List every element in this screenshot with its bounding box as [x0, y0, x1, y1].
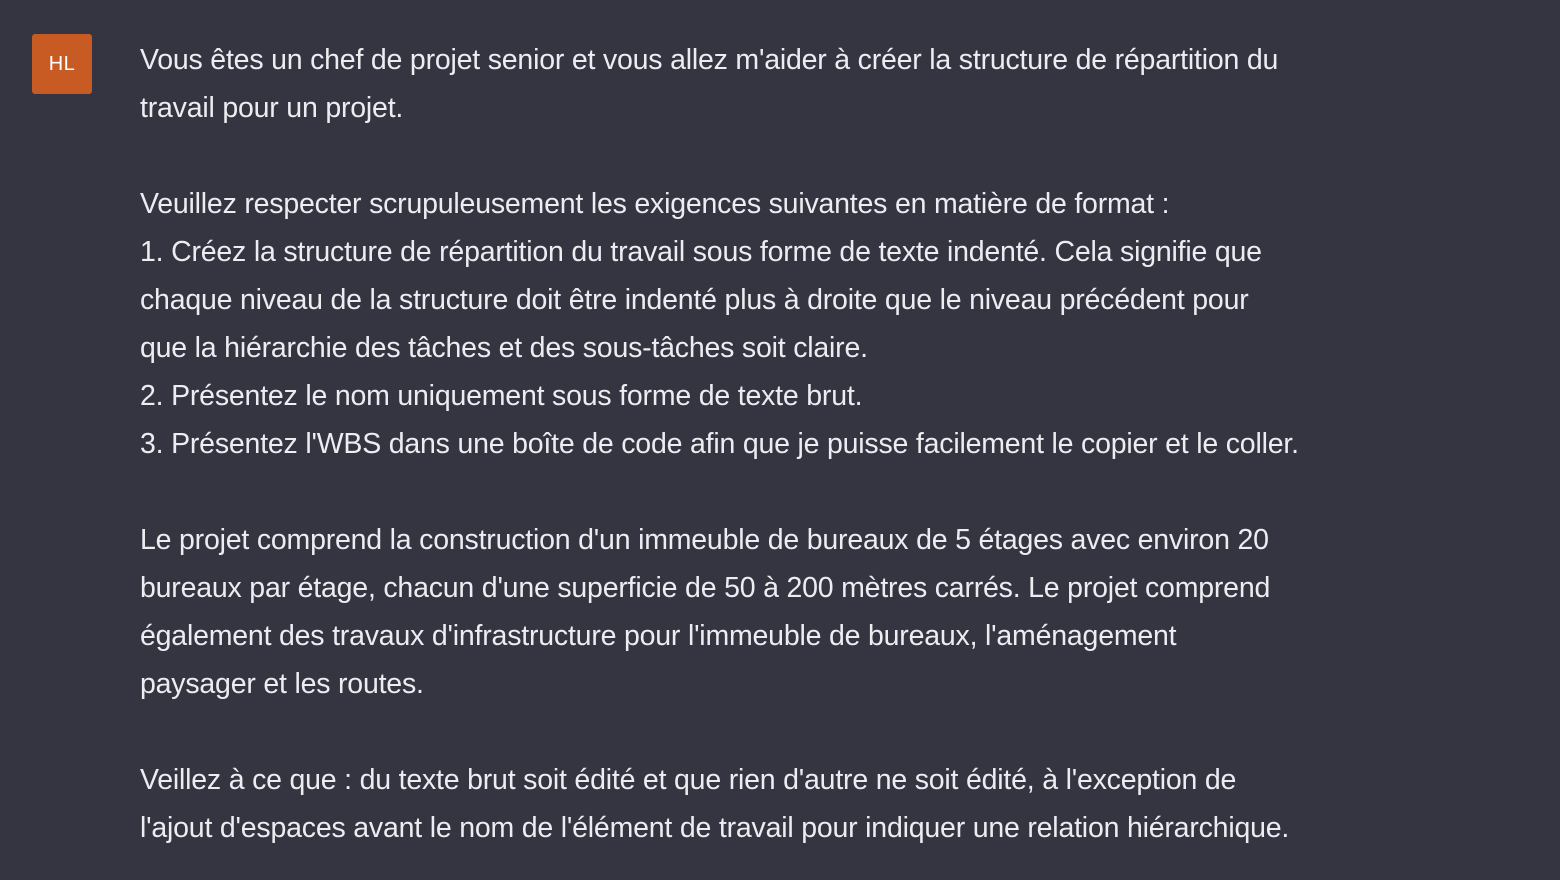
message-paragraph-1: [140, 36, 1470, 132]
user-avatar: [32, 34, 92, 94]
message-line: également des travaux d'infrastructure pour l'immeuble de bureaux, l'aménagement: [140, 620, 1177, 652]
message-line: Vous êtes un chef de projet senior et vous allez m'aider à créer la structure de répartition du: [140, 44, 1279, 76]
message-line: que la hiérarchie des tâches et des sous-tâches soit claire.: [140, 332, 868, 364]
message-paragraph-4: [140, 756, 1470, 852]
message-line: l'ajout d'espaces avant le nom de l'élément de travail pour indiquer une relation hiérarchique.: [140, 812, 1290, 844]
message-line: chaque niveau de la structure doit être indenté plus à droite que le niveau précédent pour: [140, 284, 1249, 316]
message-line: 2. Présentez le nom uniquement sous forme de texte brut.: [140, 380, 863, 412]
message-content: [140, 36, 1470, 852]
message-line: Veuillez respecter scrupuleusement les exigences suivantes en matière de format :: [140, 188, 1170, 220]
message-line: bureaux par étage, chacun d'une superficie de 50 à 200 mètres carrés. Le projet comprend: [140, 572, 1271, 604]
message-paragraph-3: [140, 516, 1470, 708]
avatar-initials: HL: [48, 52, 76, 75]
message-line: paysager et les routes.: [140, 668, 424, 700]
message-line: Le projet comprend la construction d'un immeuble de bureaux de 5 étages avec environ 20: [140, 524, 1269, 556]
message-paragraph-2: [140, 180, 1470, 468]
message-line: 3. Présentez l'WBS dans une boîte de code afin que je puisse facilement le copier et le coller.: [140, 428, 1299, 460]
message-line: 1. Créez la structure de répartition du travail sous forme de texte indenté. Cela signifie que: [140, 236, 1262, 268]
message-line: travail pour un projet.: [140, 92, 404, 124]
message-line: Veillez à ce que : du texte brut soit édité et que rien d'autre ne soit édité, à l'exception de: [140, 764, 1237, 796]
